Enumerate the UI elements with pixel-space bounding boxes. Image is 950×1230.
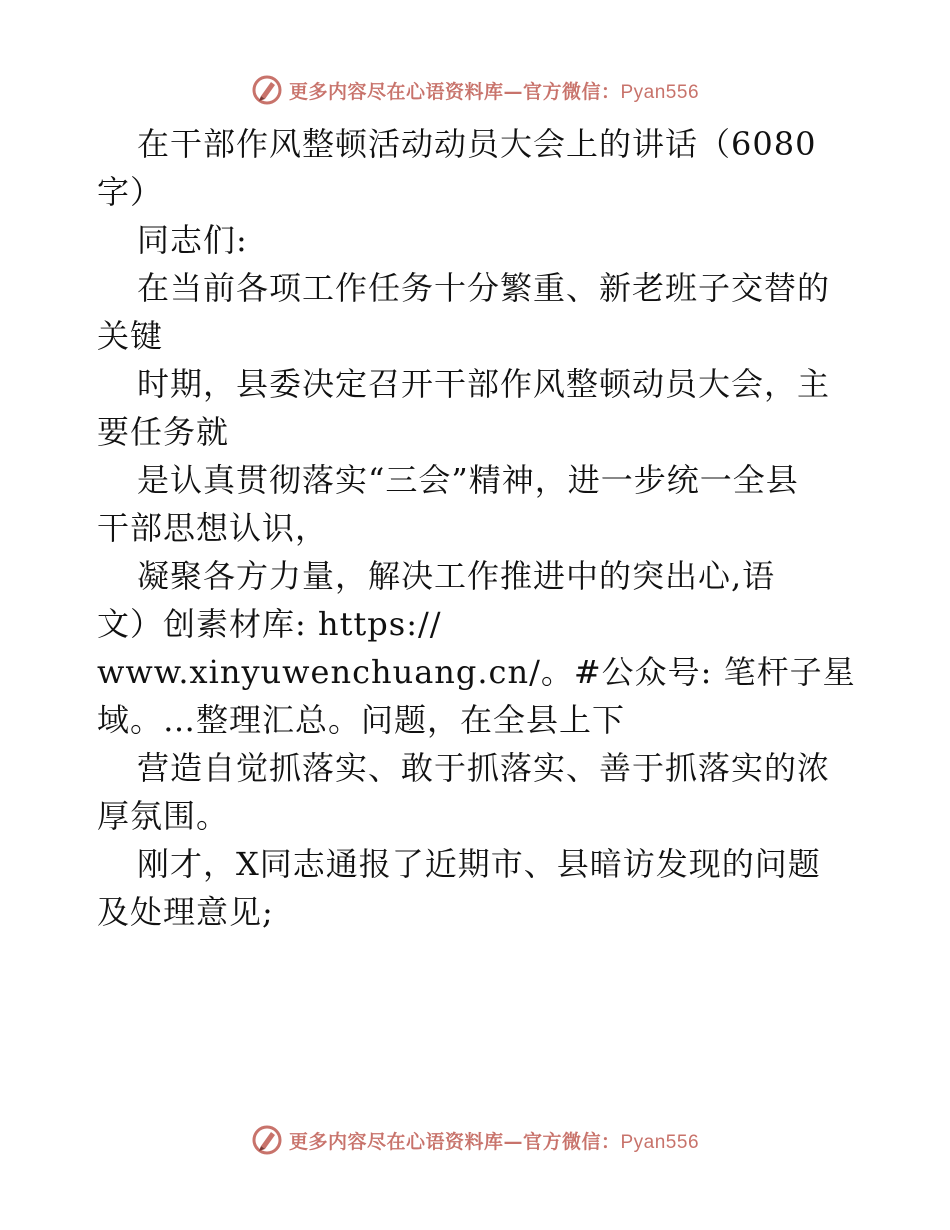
text-line: 关键 <box>97 317 164 355</box>
text-line: 在干部作风整顿活动动员大会上的讲话（6080 <box>137 125 817 163</box>
text-line: 文）创素材库: https:// <box>97 605 442 643</box>
pen-circle-logo-icon <box>251 74 283 106</box>
text-line: 域。…整理汇总。问题，在全县上下 <box>97 701 626 739</box>
text-line: 是认真贯彻落实“三会”精神，进一步统一全县 <box>137 461 799 499</box>
wechat-id: Pyan556 <box>620 81 700 103</box>
text-line: 干部思想认识， <box>97 509 329 547</box>
wechat-id: Pyan556 <box>620 1131 700 1153</box>
text-line: 同志们: <box>137 221 248 259</box>
watermark-text: 更多内容尽在心语资料库—官方微信：Pyan556 <box>288 1130 700 1153</box>
text-line: 刚才，X同志通报了近期市、县暗访发现的问题 <box>137 845 821 883</box>
text-line: 要任务就 <box>97 413 230 451</box>
document-body <box>97 122 867 938</box>
pen-circle-logo-icon <box>251 1124 283 1156</box>
text-line: 字） <box>97 173 164 211</box>
text-line: www.xinyuwenchuang.cn/。#公众号: 笔杆子星 <box>97 653 856 691</box>
header-watermark <box>0 70 950 110</box>
footer-watermark <box>0 1120 950 1160</box>
text-line: 及处理意见; <box>97 893 274 931</box>
watermark-text: 更多内容尽在心语资料库—官方微信：Pyan556 <box>288 80 700 103</box>
text-line: 在当前各项工作任务十分繁重、新老班子交替的 <box>137 269 831 307</box>
text-line: 凝聚各方力量，解决工作推进中的突出心,语 <box>137 557 776 595</box>
text-line: 营造自觉抓落实、敢于抓落实、善于抓落实的浓 <box>137 749 831 787</box>
text-line: 厚氛围。 <box>97 797 230 835</box>
text-line: 时期，县委决定召开干部作风整顿动员大会，主 <box>137 365 831 403</box>
